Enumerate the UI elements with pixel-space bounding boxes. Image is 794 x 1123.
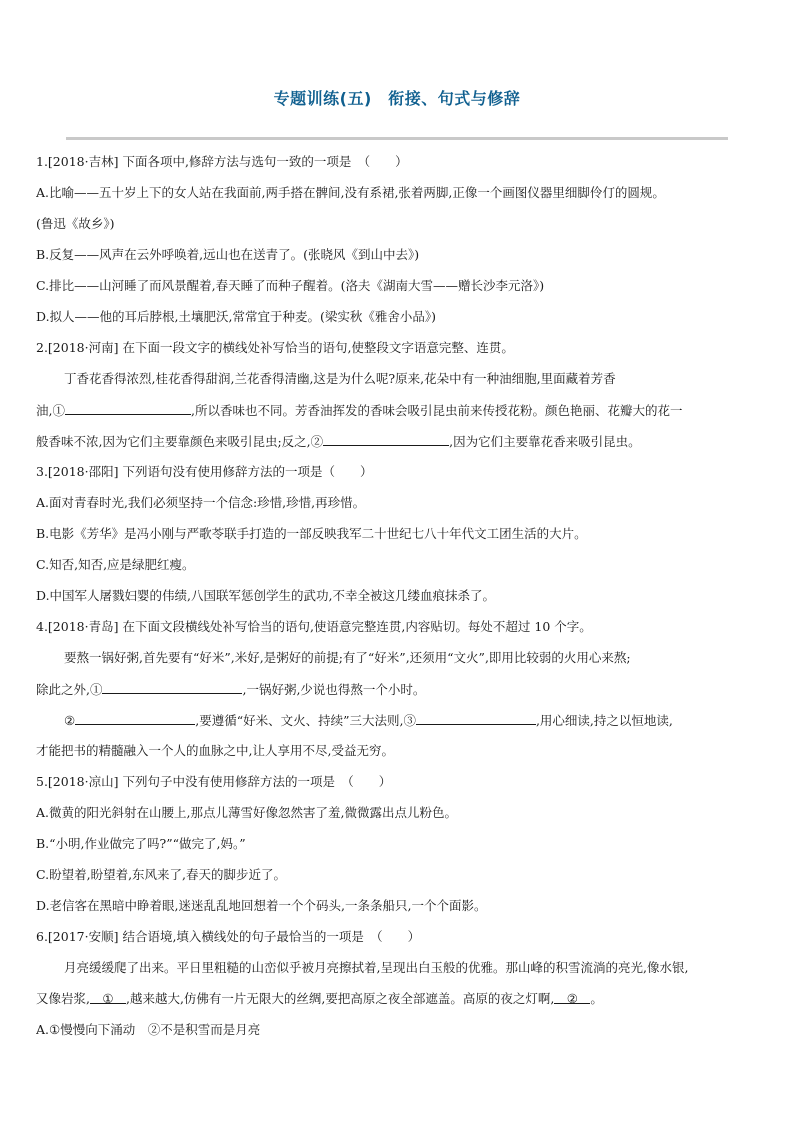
question-1-option-b: B.反复——风声在云外呼唤着,远山也在送青了。(张晓风《到山中去》) (36, 247, 420, 262)
question-3-option-a: A.面对青春时光,我们必须坚持一个信念:珍惜,珍惜,再珍惜。 (36, 495, 366, 510)
question-4-stem: 4.[2018·青岛] 在下面文段横线处补写恰当的语句,使语意完整连贯,内容贴切。每处不超过 10 个字。 (36, 619, 592, 634)
question-3-option-c: C.知否,知否,应是绿肥红瘦。 (36, 557, 195, 572)
question-5-option-b: B.“小明,作业做完了吗?”“做完了,妈。” (36, 836, 246, 851)
question-6-passage-line: 又像岩浆, ① ,越来越大,仿佛有一片无限大的丝绸,要把高原之夜全部遮盖。高原的夜之灯啊, ② 。 (36, 991, 603, 1006)
question-5-option-c: C.盼望着,盼望着,东风来了,春天的脚步近了。 (36, 867, 287, 882)
answer-blank[interactable] (75, 710, 195, 725)
question-3-option-d: D.中国军人屠戮妇婴的伟绩,八国联军惩创学生的武功,不幸全被这几缕血痕抹杀了。 (36, 588, 495, 603)
question-4-passage-line: 要熬一锅好粥,首先要有“好米”,米好,是粥好的前提;有了“好米”,还须用“文火”,即用比较弱的火用心来熬; (64, 650, 631, 665)
answer-blank[interactable] (65, 400, 191, 415)
question-5-stem: 5.[2018·凉山] 下列句子中没有使用修辞方法的一项是 （ ） (36, 774, 392, 789)
question-2-passage-line: 丁香花香得浓烈,桂花香得甜润,兰花香得清幽,这是为什么呢?原来,花朵中有一种油细胞,里面藏着芳香 (64, 371, 616, 386)
title-divider (66, 137, 728, 140)
question-1-stem: 1.[2018·吉林] 下面各项中,修辞方法与选句一致的一项是 （ ） (36, 154, 408, 169)
question-2-passage-line: 油,① ,所以香味也不同。芳香油挥发的香味会吸引昆虫前来传授花粉。颜色艳丽、花瓣大的花一 (36, 400, 758, 431)
answer-blank[interactable] (416, 710, 536, 725)
question-list (36, 152, 758, 1051)
question-1-option-d: D.拟人——他的耳后脖根,土壤肥沃,常常宜于种麦。(梁实秋《雅舍小品》) (36, 309, 437, 324)
question-2-passage-line: 般香味不浓,因为它们主要靠颜色来吸引昆虫;反之,② ,因为它们主要靠花香来吸引昆虫。 (36, 431, 758, 462)
answer-blank[interactable]: ② (554, 989, 590, 1004)
question-6-passage-line: 月亮缓缓爬了出来。平日里粗糙的山峦似乎被月亮擦拭着,呈现出白玉般的优雅。那山峰的积雪流淌的亮光,像水银, (64, 960, 689, 975)
question-5-option-a: A.微黄的阳光斜射在山腰上,那点儿薄雪好像忽然害了羞,微微露出点儿粉色。 (36, 805, 457, 820)
question-4-passage-line: 才能把书的精髓融入一个人的血脉之中,让人享用不尽,受益无穷。 (36, 743, 394, 758)
question-3-option-b: B.电影《芳华》是冯小刚与严歌苓联手打造的一部反映我军二十世纪七八十年代文工团生活的大片。 (36, 526, 587, 541)
question-5-option-d: D.老信客在黑暗中睁着眼,迷迷乱乱地回想着一个个码头,一条条船只,一个个面影。 (36, 898, 487, 913)
question-1-option-c: C.排比——山河睡了而风景醒着,春天睡了而种子醒着。(洛夫《湖南大雪——赠长沙李元洛》) (36, 278, 545, 293)
question-6-option-a: A.①慢慢向下涌动 ②不是积雪而是月亮 (36, 1022, 261, 1037)
page-title: 专题训练(五) 衔接、句式与修辞 (273, 89, 521, 108)
answer-blank[interactable]: ① (90, 989, 126, 1004)
question-6-stem: 6.[2017·安顺] 结合语境,填入横线处的句子最恰当的一项是 （ ） (36, 929, 421, 944)
question-1-option-a-source: (鲁迅《故乡》) (36, 216, 115, 231)
question-3-stem: 3.[2018·邵阳] 下列语句没有使用修辞方法的一项是（ ） (36, 464, 373, 479)
question-1-option-a: A.比喻——五十岁上下的女人站在我面前,两手搭在髀间,没有系裙,张着两脚,正像一个画图仪器里细脚伶仃的圆规。 (36, 185, 665, 200)
answer-blank[interactable] (102, 679, 242, 694)
question-2-stem: 2.[2018·河南] 在下面一段文字的横线处补写恰当的语句,使整段文字语意完整、连贯。 (36, 340, 514, 355)
question-4-passage-line: ② ,要遵循“好米、文火、持续”三大法则,③ ,用心细读,持之以恒地读, (36, 710, 758, 741)
question-4-passage-line: 除此之外,① ,一锅好粥,少说也得熬一个小时。 (36, 679, 758, 710)
answer-blank[interactable] (323, 431, 449, 446)
